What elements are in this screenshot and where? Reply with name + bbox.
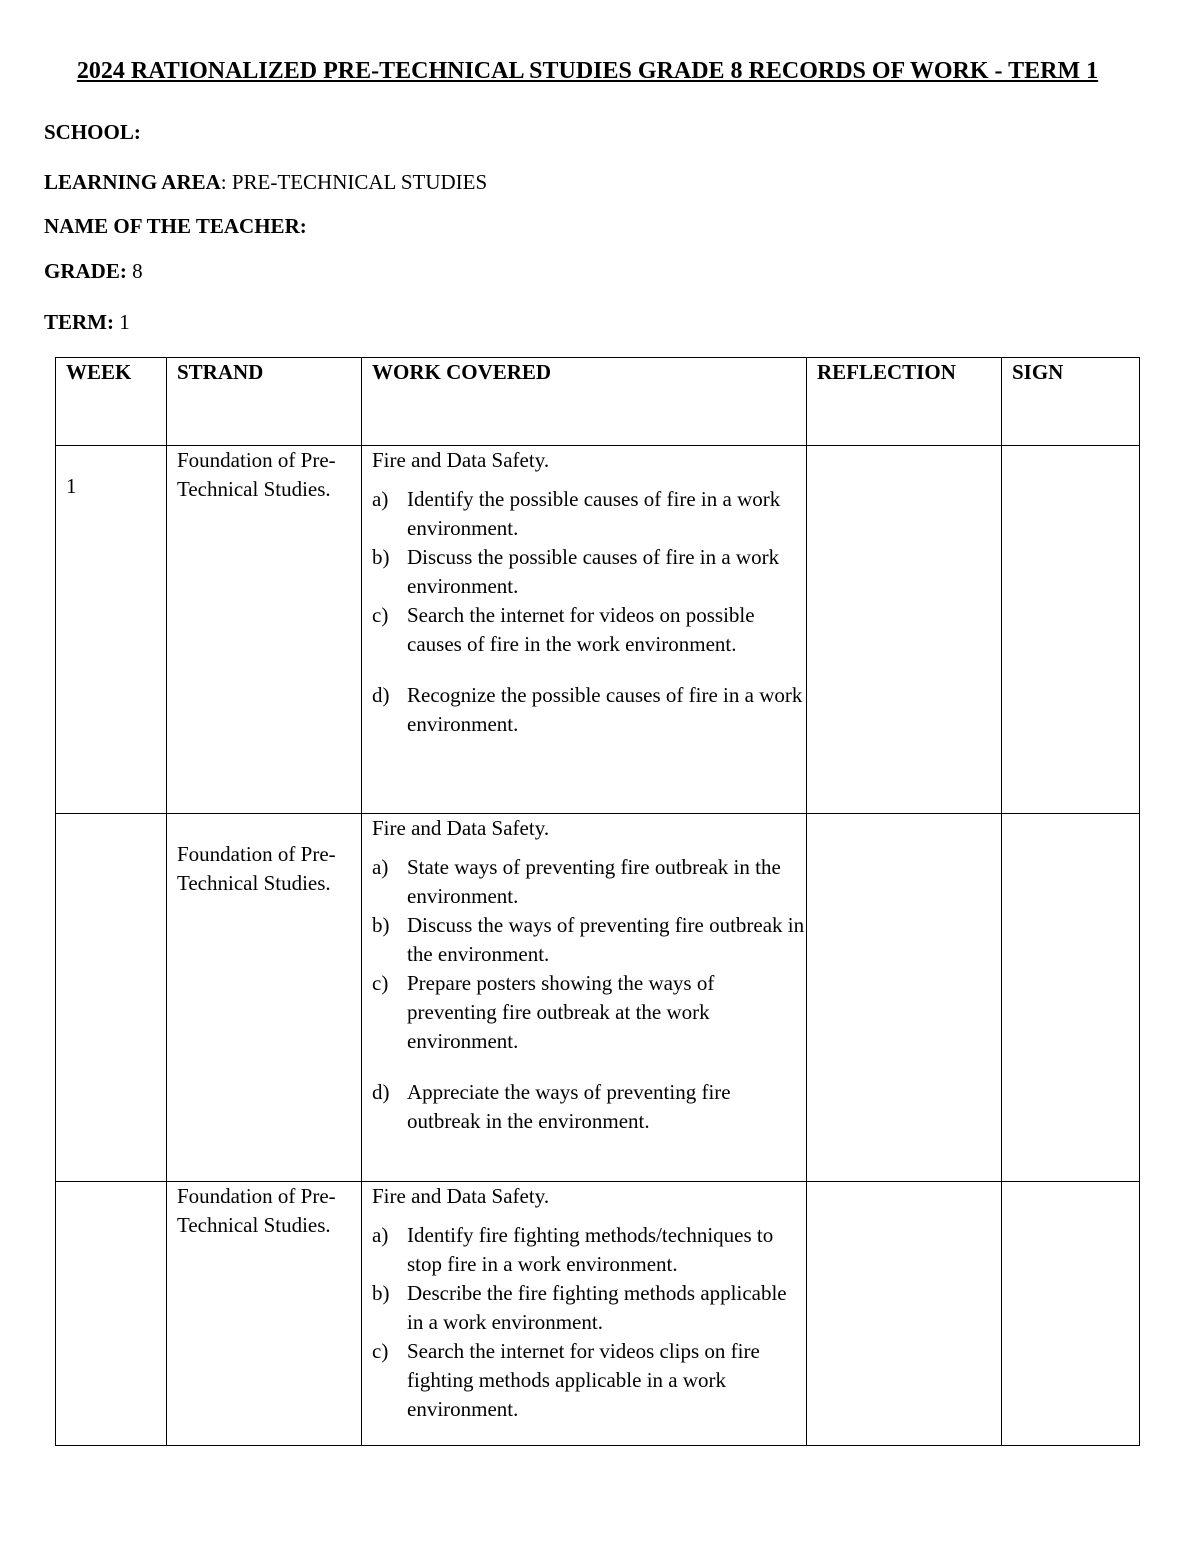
list-item (372, 1337, 806, 1424)
work-covered-cell (362, 1182, 807, 1446)
list-item (372, 681, 806, 739)
strand-cell: Foundation of Pre-Technical Studies. (167, 446, 362, 814)
list-item (372, 1078, 806, 1136)
work-covered-cell (362, 446, 807, 814)
list-item (372, 1279, 806, 1337)
week-cell (56, 814, 167, 1182)
item-label: b) (372, 1281, 390, 1305)
item-text: State ways of preventing fire outbreak in the environment. (407, 855, 781, 908)
school-label: SCHOOL: (44, 120, 141, 144)
item-label: d) (372, 683, 390, 707)
list-item (372, 1221, 806, 1279)
list-item (372, 485, 806, 543)
week-cell (56, 1182, 167, 1446)
sign-cell[interactable] (1002, 446, 1140, 814)
grade-value: 8 (126, 259, 143, 283)
week-cell: 1 (56, 446, 167, 814)
teacher-label: NAME OF THE TEACHER: (44, 214, 307, 238)
learning-area-value: : PRE-TECHNICAL STUDIES (220, 170, 488, 194)
work-items-list (372, 1221, 806, 1424)
list-item (372, 969, 806, 1056)
item-text: Search the internet for videos on possible causes of fire in the work environment. (407, 603, 755, 656)
work-topic: Fire and Data Safety. (372, 816, 550, 840)
reflection-cell[interactable] (807, 1182, 1002, 1446)
item-text: Discuss the ways of preventing fire outbreak in the environment. (407, 913, 805, 966)
work-topic: Fire and Data Safety. (372, 448, 550, 472)
sign-cell[interactable] (1002, 1182, 1140, 1446)
item-label: d) (372, 1080, 390, 1104)
item-text: Identify the possible causes of fire in a work environment. (407, 487, 781, 540)
item-text: Describe the fire fighting methods applicable in a work environment. (407, 1281, 787, 1334)
list-item (372, 911, 806, 969)
header-week: WEEK (56, 358, 167, 446)
item-text: Appreciate the ways of preventing fire outbreak in the environment. (407, 1080, 731, 1133)
item-label: c) (372, 1339, 389, 1363)
document-title: 2024 RATIONALIZED PRE-TECHNICAL STUDIES GRADE 8 RECORDS OF WORK - TERM 1 (76, 58, 1099, 84)
reflection-cell[interactable] (807, 814, 1002, 1182)
strand-cell: Foundation of Pre-Technical Studies. (167, 1182, 362, 1446)
item-text: Discuss the possible causes of fire in a work environment. (407, 545, 780, 598)
work-items-list (372, 853, 806, 1136)
item-label: a) (372, 855, 389, 879)
work-covered-cell (362, 814, 807, 1182)
item-label: a) (372, 487, 389, 511)
learning-area-field (44, 169, 487, 195)
sign-cell[interactable] (1002, 814, 1140, 1182)
teacher-field (44, 213, 307, 239)
item-label: b) (372, 545, 390, 569)
reflection-cell[interactable] (807, 446, 1002, 814)
list-item (372, 853, 806, 911)
strand-cell: Foundation of Pre-Technical Studies. (167, 814, 362, 1182)
item-label: c) (372, 971, 389, 995)
item-text: Recognize the possible causes of fire in a work environment. (407, 683, 803, 736)
item-text: Prepare posters showing the ways of preventing fire outbreak at the work environment. (407, 971, 715, 1053)
header-work-covered: WORK COVERED (362, 358, 807, 446)
item-text: Search the internet for videos clips on fire fighting methods applicable in a work environment. (407, 1339, 760, 1421)
table-row (56, 814, 1140, 1182)
term-field (44, 309, 130, 335)
item-label: c) (372, 603, 389, 627)
work-items-list (372, 485, 806, 739)
records-table (55, 357, 1140, 1446)
table-header-row (56, 358, 1140, 446)
table-row (56, 1182, 1140, 1446)
header-reflection: REFLECTION (807, 358, 1002, 446)
school-field (44, 119, 141, 145)
grade-field (44, 258, 143, 284)
list-item (372, 543, 806, 601)
header-sign: SIGN (1002, 358, 1140, 446)
item-label: a) (372, 1223, 389, 1247)
item-label: b) (372, 913, 390, 937)
work-topic: Fire and Data Safety. (372, 1184, 550, 1208)
learning-area-label: LEARNING AREA (44, 170, 221, 194)
header-strand: STRAND (167, 358, 362, 446)
table-row (56, 446, 1140, 814)
item-text: Identify fire fighting methods/techniques to stop fire in a work environment. (407, 1223, 774, 1276)
list-item (372, 601, 806, 659)
grade-label: GRADE: (44, 259, 127, 283)
term-value: 1 (114, 310, 130, 334)
term-label: TERM: (44, 310, 114, 334)
